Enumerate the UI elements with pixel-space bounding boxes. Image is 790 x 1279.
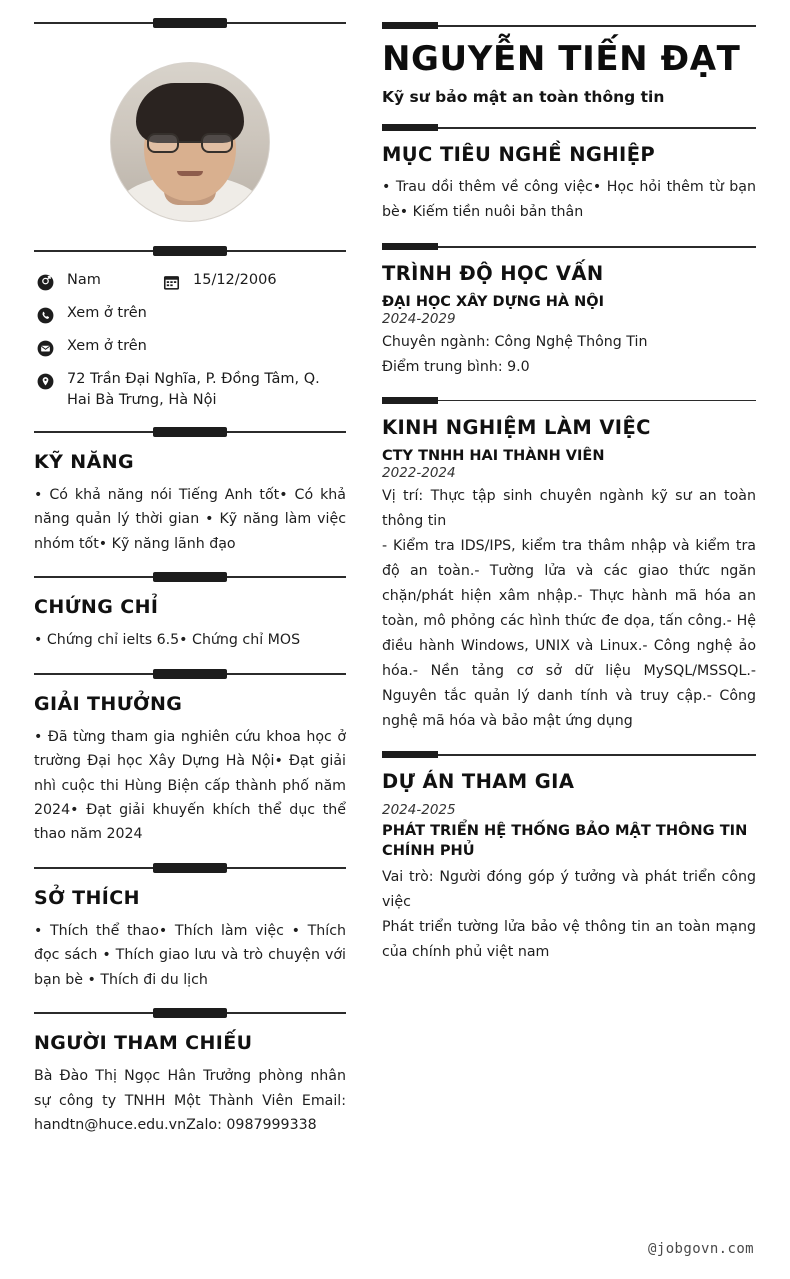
phone-value: Xem ở trên xyxy=(67,305,147,321)
divider-skills xyxy=(34,427,346,437)
section-title-skills: KỸ NĂNG xyxy=(34,451,134,474)
education-major: Chuyên ngành: Công Nghệ Thông Tin xyxy=(382,334,648,351)
section-body-hobbies: • Thích thể thao• Thích làm việc • Thích đọc sách • Thích giao lưu và trò chuyện với bạn bè • Thích đi du lịch xyxy=(34,922,346,988)
section-title-certificates: CHỨNG CHỈ xyxy=(34,596,159,619)
divider-hobbies xyxy=(34,863,346,873)
mail-icon xyxy=(34,337,56,359)
watermark: @jobgovn.com xyxy=(648,1241,754,1257)
section-title-objective: MỤC TIÊU NGHỀ NGHIỆP xyxy=(382,143,656,167)
contact-row xyxy=(34,270,346,293)
email-value: Xem ở trên xyxy=(67,338,147,354)
right-column xyxy=(356,18,756,1279)
section-body-objective: • Trau dồi thêm về công việc• Học hỏi thêm từ bạn bè• Kiếm tiền nuôi bản thân xyxy=(382,179,756,221)
section-title-hobbies: SỞ THÍCH xyxy=(34,886,140,909)
contact-email xyxy=(34,336,346,359)
rule-education xyxy=(382,243,756,250)
contact-birthday xyxy=(160,270,277,293)
gender-value: Nam xyxy=(67,272,101,288)
contact-block xyxy=(34,270,346,411)
divider-awards xyxy=(34,669,346,679)
section-title-projects: DỰ ÁN THAM GIA xyxy=(382,770,575,794)
section-body-skills: • Có khả năng nói Tiếng Anh tốt• Có khả năng quản lý thời gian • Kỹ năng làm việc nhóm tốt• Kỹ năng lãnh đạo xyxy=(34,487,346,552)
section-title-experience: KINH NGHIỆM LÀM VIỆC xyxy=(382,415,651,439)
gender-icon xyxy=(34,271,56,293)
divider-references xyxy=(34,1008,346,1018)
education-years: 2024-2029 xyxy=(382,311,456,328)
experience-years: 2022-2024 xyxy=(382,464,456,481)
section-body-awards: • Đã từng tham gia nghiên cứu khoa học ở trường Đại học Xây Dựng Hà Nội• Đạt giải nhì cuộc thi Hùng Biện cấp thành phố năm 2024• Đạt giải khuyến khích thể dục thể thao năm 2024 xyxy=(34,728,346,843)
section-body-certificates: • Chứng chỉ ielts 6.5• Chứng chỉ MOS xyxy=(34,632,301,649)
education-school: ĐẠI HỌC XÂY DỰNG HÀ NỘI xyxy=(382,294,605,311)
rule-experience xyxy=(382,397,756,404)
left-column xyxy=(34,18,356,1279)
experience-position: Vị trí: Thực tập sinh chuyên ngành kỹ sư an toàn thông tin xyxy=(382,487,756,529)
calendar-icon xyxy=(160,271,182,293)
experience-company: CTY TNHH HAI THÀNH VIÊN xyxy=(382,447,605,464)
rule-header xyxy=(382,22,756,29)
divider-top xyxy=(34,18,346,28)
project-name: PHÁT TRIỂN HỆ THỐNG BẢO MẬT THÔNG TIN CHÍNH PHỦ xyxy=(382,822,748,860)
address-value: 72 Trần Đại Nghĩa, P. Đồng Tâm, Q. Hai Bà Trưng, Hà Nội xyxy=(67,371,320,409)
project-description: Phát triển tường lửa bảo vệ thông tin an toàn mạng của chính phủ việt nam xyxy=(382,918,756,960)
phone-icon xyxy=(34,304,56,326)
experience-details: - Kiểm tra IDS/IPS, kiểm tra thâm nhập và kiểm tra độ an toàn.- Tường lửa và các giao thức ngăn chặn/phát hiện xâm nhập.- Thực hành mã hóa an toàn, mô phỏng các hình thức đe dọa, tấn công.- Hệ điều hành Windows, UNIX và Linux.- Công nghệ ảo hóa.- Nền tảng cơ sở dữ liệu MySQL/MSSQL.- Nguyên tắc quản lý danh tính và truy cập.- Công nghệ mã hóa và bảo mật ứng dụng xyxy=(382,537,756,729)
location-icon xyxy=(34,370,56,392)
birthday-value: 15/12/2006 xyxy=(193,272,277,288)
section-title-education: TRÌNH ĐỘ HỌC VẤN xyxy=(382,262,604,286)
avatar xyxy=(110,62,270,222)
avatar-container xyxy=(34,42,346,230)
contact-phone xyxy=(34,303,346,326)
project-role: Vai trò: Người đóng góp ý tưởng và phát triển công việc xyxy=(382,868,756,910)
rule-objective xyxy=(382,124,756,131)
rule-projects xyxy=(382,751,756,758)
section-title-awards: GIẢI THƯỞNG xyxy=(34,692,183,715)
project-years: 2024-2025 xyxy=(382,802,456,819)
contact-address xyxy=(34,369,346,411)
page-title: NGUYỄN TIẾN ĐẠT xyxy=(382,39,741,79)
section-title-references: NGƯỜI THAM CHIẾU xyxy=(34,1032,253,1055)
job-title: Kỹ sư bảo mật an toàn thông tin xyxy=(382,88,665,107)
education-gpa: Điểm trung bình: 9.0 xyxy=(382,358,530,375)
contact-gender xyxy=(34,270,160,293)
divider-below-avatar xyxy=(34,246,346,256)
divider-certificates xyxy=(34,572,346,582)
section-body-references: Bà Đào Thị Ngọc Hân Trưởng phòng nhân sự công ty TNHH Một Thành Viên Email: handtn@huce.edu.vnZalo: 0987999338 xyxy=(34,1068,346,1133)
